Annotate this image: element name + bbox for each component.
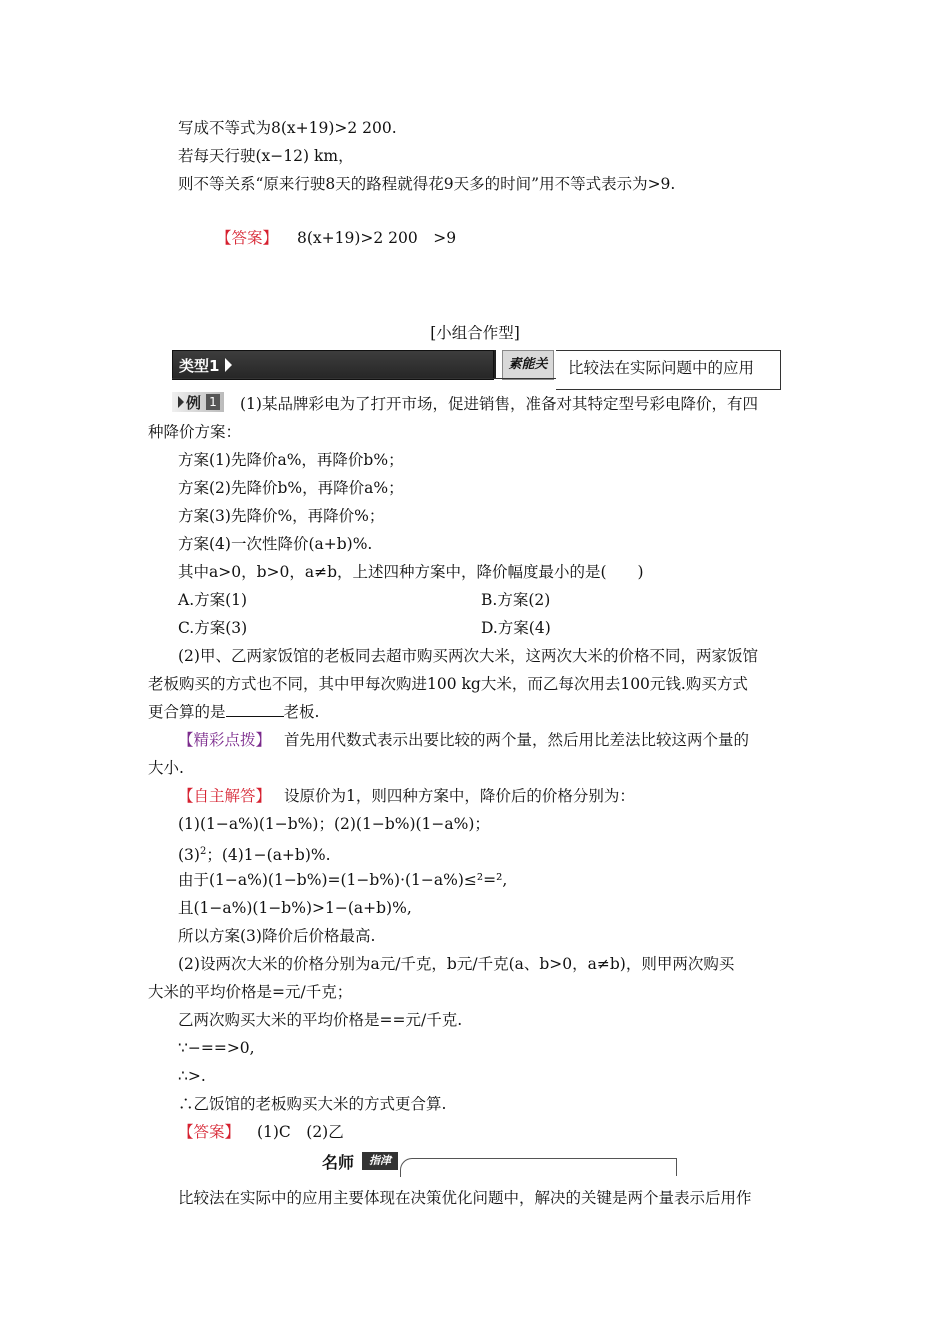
- tip-edge: [676, 1158, 677, 1176]
- example-number: 1: [206, 394, 220, 410]
- plan-3: 方案(3)先降价%，再降价%；: [178, 507, 385, 525]
- solution-line-6: 所以方案(3)降价后价格最高.: [178, 927, 376, 945]
- example-label: 例: [186, 394, 202, 412]
- final-answer-tag: 【答案】: [178, 1123, 241, 1141]
- type-label: 类型1: [179, 357, 220, 375]
- type-bar: [172, 350, 782, 388]
- final-answer-text: (1)C (2)乙: [256, 1123, 344, 1141]
- q2-line-3a: 更合算的是: [148, 703, 226, 721]
- q1-line-2: 种降价方案：: [148, 423, 242, 441]
- option-c: C.方案(3): [178, 619, 248, 637]
- type-badge: 素能关: [502, 350, 554, 380]
- intro-line-2: 若每天行驶(x−12) km，: [178, 147, 354, 165]
- solution-tag: 【自主解答】: [178, 787, 272, 805]
- example-tag: [172, 392, 224, 412]
- hint-line-1: [178, 729, 749, 751]
- answer-text: 8(x+19)>2 200 >9: [296, 229, 457, 247]
- solution-line-8: 大米的平均价格是=元/千克；: [148, 983, 353, 1001]
- teacher-tip-header: [172, 1150, 680, 1180]
- section-title: [小组合作型]: [430, 324, 520, 342]
- q2-line-1: (2)甲、乙两家饭馆的老板同去超市购买两次大米，这两次大米的价格不同，两家饭馆: [178, 647, 758, 665]
- hint-tag: 【精彩点拨】: [178, 731, 272, 749]
- type-label-box: [172, 350, 494, 380]
- type-underline: [172, 378, 556, 379]
- tip-badge: 指津: [362, 1152, 398, 1170]
- answer-blank: [226, 702, 284, 717]
- intro-line-3: 则不等关系“原来行驶8天的路程就得花9天多的时间”用不等式表示为>9.: [178, 175, 676, 193]
- solution-line-2: (1)(1−a%)(1−b%)；(2)(1−b%)(1−a%)；: [178, 815, 490, 833]
- solution-line-7: (2)设两次大米的价格分别为a元/千克，b元/千克(a、b>0，a≠b)，则甲两次购买: [178, 955, 735, 973]
- triangle-icon: [178, 396, 184, 408]
- plan-1: 方案(1)先降价a%，再降价b%；: [178, 451, 404, 469]
- type-title: 比较法在实际问题中的应用: [568, 359, 755, 377]
- final-answer: [178, 1121, 344, 1143]
- solution-line-12: ∴乙饭馆的老板购买大米的方式更合算.: [178, 1095, 447, 1113]
- solution-line-10: ∵−==>0,: [178, 1039, 255, 1057]
- solution-line-3c: ；(4)1−(a+b)%.: [206, 846, 331, 865]
- arrow-right-icon: [225, 358, 232, 372]
- solution-line-3a: (3): [178, 846, 200, 865]
- plan-4: 方案(4)一次性降价(a+b)%.: [178, 535, 373, 553]
- q1-line-1: (1)某品牌彩电为了打开市场，促进销售，准备对其特定型号彩电降价，有四: [240, 395, 758, 413]
- option-b: B.方案(2): [481, 591, 551, 609]
- intro-line-1: 写成不等式为8(x+19)>2 200.: [178, 119, 397, 137]
- solution-line-3: [178, 841, 331, 866]
- option-d: D.方案(4): [481, 619, 551, 637]
- solution-line-11: ∴>.: [178, 1067, 206, 1085]
- solution-text: 设原价为1，则四种方案中，降价后的价格分别为：: [283, 787, 635, 805]
- hint-line-2: 大小.: [148, 759, 184, 777]
- hint-text: 首先用代数式表示出要比较的两个量，然后用比差法比较这两个量的: [283, 731, 749, 749]
- tip-curve: [400, 1158, 423, 1177]
- solution-line-3-sup: 2: [199, 846, 207, 857]
- solution-line-4: 由于(1−a%)(1−b%)=(1−b%)·(1−a%)≤²=²,: [178, 871, 508, 889]
- solution-line-1: [178, 785, 635, 807]
- q2-line-2: 老板购买的方式也不同，其中甲每次购进100 kg大米，而乙每次用去100元钱.购买方式: [148, 675, 748, 693]
- q2-line-3b: 老板.: [283, 703, 320, 721]
- type-title-box: [556, 350, 781, 390]
- solution-line-5: 且(1−a%)(1−b%)>1−(a+b)%,: [178, 899, 412, 917]
- intro-answer: [216, 227, 456, 249]
- tip-label: 名师: [322, 1153, 355, 1172]
- plan-2: 方案(2)先降价b%，再降价a%；: [178, 479, 404, 497]
- solution-line-9: 乙两次购买大米的平均价格是==元/千克.: [178, 1011, 463, 1029]
- final-line: 比较法在实际中的应用主要体现在决策优化问题中，解决的关键是两个量表示后用作: [178, 1189, 752, 1207]
- q2-line-3: [148, 701, 319, 723]
- answer-tag: 【答案】: [216, 229, 279, 247]
- condition: 其中a>0，b>0，a≠b，上述四种方案中，降价幅度最小的是( ): [178, 563, 644, 581]
- option-a: A.方案(1): [178, 591, 248, 609]
- tip-line: [422, 1158, 676, 1159]
